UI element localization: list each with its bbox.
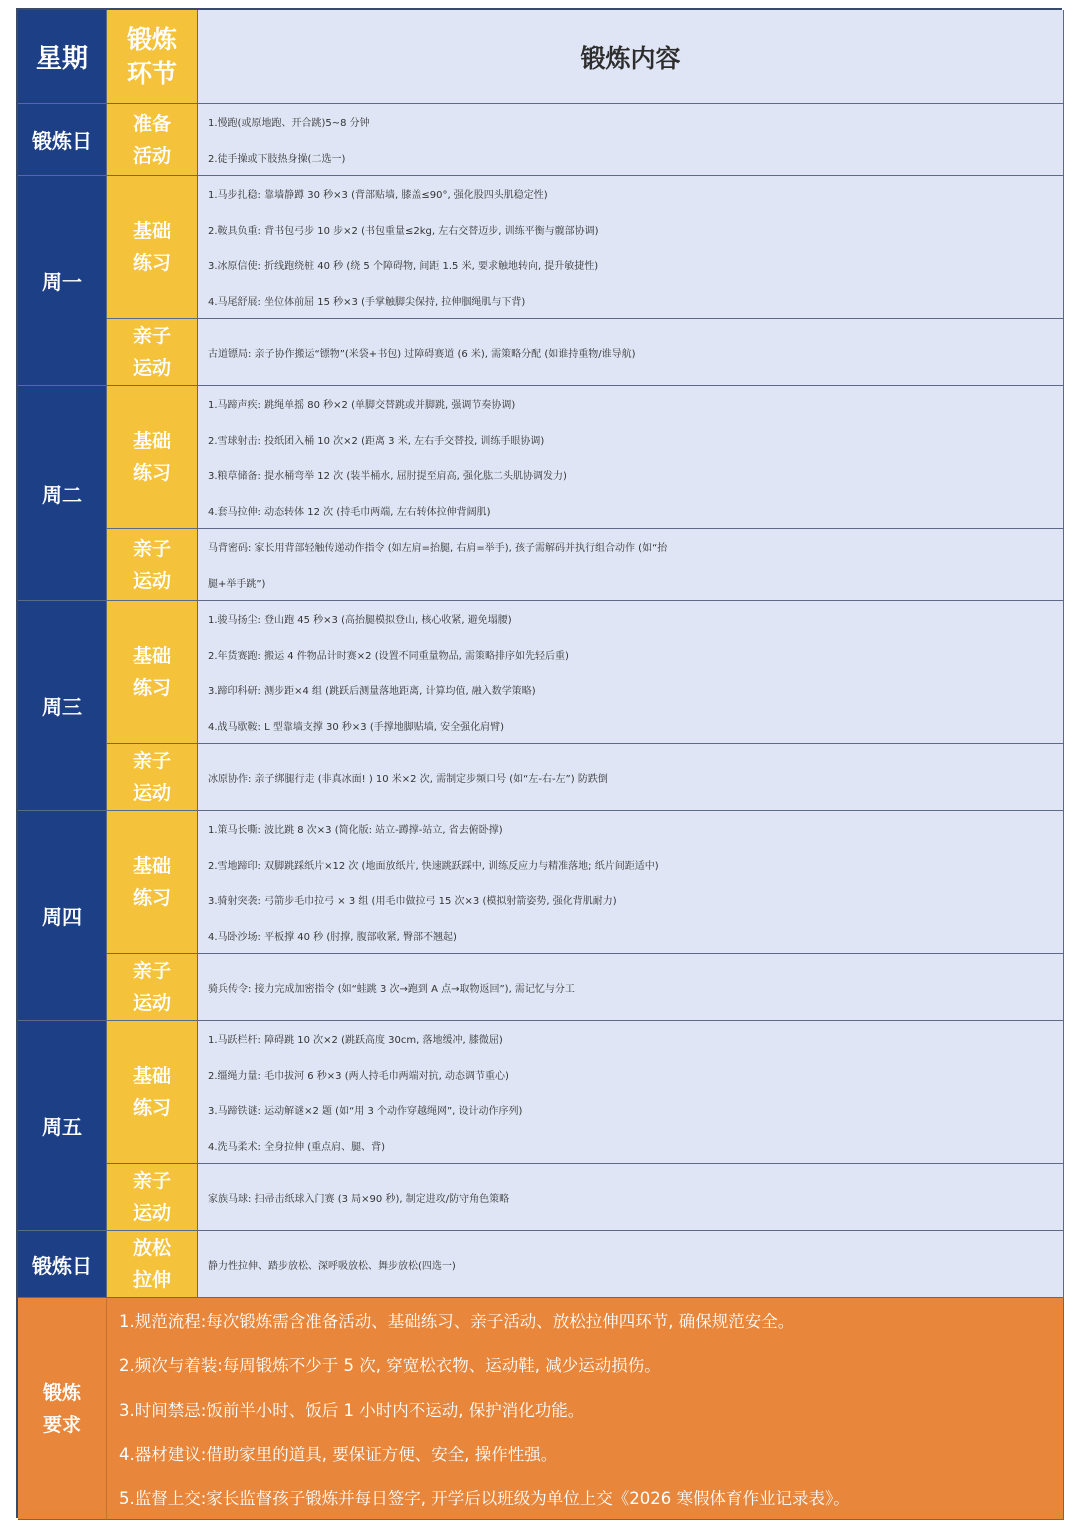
exercise-schedule-table (16, 8, 1062, 1518)
tuesday-family (198, 529, 1064, 601)
prep-section-line1: 准备 (132, 112, 171, 135)
exercise-line: 3.蹄印科研: 测步距×4 组 (跳跃后测量落地距离, 计算均值, 融入数学策略) (208, 686, 536, 698)
day-wednesday: 周三 (18, 601, 107, 811)
family-label-line1: 亲子 (132, 537, 171, 560)
basic-label-line2: 练习 (132, 252, 171, 274)
family-label (107, 529, 198, 601)
exercise-line: 1.马蹄声疾: 跳绳单摇 80 秒×2 (单脚交替跳或并脚跳, 强调节奏协调) (208, 400, 516, 412)
exercise-line: 1.骏马扬尘: 登山跑 45 秒×3 (高抬腿模拟登山, 核心收紧, 避免塌腰) (208, 615, 512, 627)
cool-section-line2: 拉伸 (132, 1269, 171, 1291)
prep-section-line2: 活动 (132, 144, 171, 167)
family-label-line2: 运动 (132, 782, 171, 804)
monday-family (198, 319, 1064, 386)
family-label-line2: 运动 (132, 992, 171, 1014)
day-tuesday: 周二 (18, 386, 107, 601)
cool-content (198, 1231, 1064, 1298)
basic-label-line1: 基础 (132, 220, 171, 242)
exercise-line: 3.粮草储备: 提水桶弯举 12 次 (装半桶水, 屈肘提至肩高, 强化肱二头肌协调发力) (208, 471, 567, 483)
requirements-content (107, 1298, 1064, 1520)
prep-line: 2.徒手操或下肢热身操(二选一) (208, 153, 346, 165)
exercise-line: 2.年货赛跑: 搬运 4 件物品计时赛×2 (设置不同重量物品, 需策略排序如先轻后重) (208, 650, 569, 662)
basic-label-line1: 基础 (132, 645, 171, 667)
basic-label-line2: 练习 (132, 1097, 171, 1119)
family-label-line1: 亲子 (132, 960, 171, 982)
exercise-line: 1.马跃栏杆: 障碍跳 10 次×2 (跳跃高度 30cm, 落地缓冲, 膝微屈) (208, 1035, 503, 1047)
exercise-line: 2.雪球射击: 投纸团入桶 10 次×2 (距离 3 米, 左右手交替投, 训练手眼协调) (208, 435, 545, 447)
basic-label-line1: 基础 (132, 855, 171, 877)
family-label-line1: 亲子 (132, 750, 171, 772)
family-label-line1: 亲子 (132, 1170, 171, 1192)
exercise-line: 1.马步扎稳: 靠墙静蹲 30 秒×3 (背部贴墙, 膝盖≤90°, 强化股四头肌稳定性) (208, 190, 548, 202)
thursday-family (198, 954, 1064, 1021)
basic-label (107, 386, 198, 529)
requirement-line: 2.频次与着装:每周锻炼不少于 5 次, 穿宽松衣物、运动鞋, 减少运动损伤。 (119, 1356, 661, 1376)
family-line: 腿+举手跳”) (208, 578, 266, 590)
exercise-line: 4.套马拉伸: 动态转体 12 次 (持毛巾两端, 左右转体拉伸背阔肌) (208, 506, 491, 518)
header-content: 锻炼内容 (198, 10, 1064, 104)
basic-label (107, 601, 198, 744)
prep-day: 锻炼日 (18, 104, 107, 176)
family-line: 马背密码: 家长用背部轻触传递动作指令 (如左肩=抬腿, 右肩=举手), 孩子需解码并执行组合动作 (如“抬 (208, 543, 668, 555)
cool-line: 静力性拉伸、踏步放松、深呼吸放松、舞步放松(四选一) (208, 1260, 456, 1272)
family-label-line1: 亲子 (132, 325, 171, 347)
exercise-line: 4.马卧沙场: 平板撑 40 秒 (肘撑, 腹部收紧, 臀部不翘起) (208, 931, 457, 943)
monday-basic (198, 176, 1064, 319)
requirement-line: 5.监督上交:家长监督孩子锻炼并每日签字, 开学后以班级为单位上交《2026 寒假体育作业记录表》。 (119, 1488, 850, 1508)
day-monday: 周一 (18, 176, 107, 386)
cool-day: 锻炼日 (18, 1231, 107, 1298)
basic-label (107, 1021, 198, 1164)
prep-section (107, 104, 198, 176)
exercise-line: 2.雪地蹄印: 双脚跳踩纸片×12 次 (地面放纸片, 快速跳跃踩中, 训练反应力与精准落地; 纸片间距适中) (208, 860, 659, 872)
exercise-line: 2.鞍具负重: 背书包弓步 10 步×2 (书包重量≤2kg, 左右交替迈步, 训练平衡与髋部协调) (208, 225, 599, 237)
basic-label-line2: 练习 (132, 677, 171, 699)
exercise-line: 3.冰原信使: 折线跑绕桩 40 秒 (绕 5 个障碍物, 间距 1.5 米, 要求触地转向, 提升敏捷性) (208, 261, 599, 273)
exercise-line: 3.马蹄铁谜: 运动解谜×2 题 (如“用 3 个动作穿越绳网”, 设计动作序列) (208, 1106, 523, 1118)
requirement-line: 4.器材建议:借助家里的道具, 要保证方便、安全, 操作性强。 (119, 1444, 558, 1464)
basic-label-line1: 基础 (132, 430, 171, 452)
family-line: 骑兵传令: 接力完成加密指令 (如“蛙跳 3 次→跑到 A 点→取物返回”), 需记忆与分工 (208, 983, 575, 995)
header-section-line1: 锻炼 (126, 24, 177, 54)
thursday-basic (198, 811, 1064, 954)
family-label-line2: 运动 (132, 357, 171, 379)
wednesday-basic (198, 601, 1064, 744)
tuesday-basic (198, 386, 1064, 529)
cool-section-line1: 放松 (132, 1237, 171, 1259)
requirements-label (18, 1298, 107, 1520)
prep-content (198, 104, 1064, 176)
family-label (107, 319, 198, 386)
friday-basic (198, 1021, 1064, 1164)
family-line: 冰原协作: 亲子绑腿行走 (非真冰面! ) 10 米×2 次, 需制定步频口号 (如“左-右-左”) 防跌倒 (208, 773, 608, 785)
exercise-line: 1.策马长嘶: 波比跳 8 次×3 (简化版: 站立-蹲撑-站立, 省去俯卧撑) (208, 825, 503, 837)
header-day: 星期 (18, 10, 107, 104)
exercise-line: 4.战马歇鞍: L 型靠墙支撑 30 秒×3 (手撑地脚贴墙, 安全强化肩臂) (208, 721, 505, 733)
family-label (107, 1164, 198, 1231)
requirements-label-line1: 锻炼 (42, 1381, 81, 1404)
header-section (107, 10, 198, 104)
cool-section (107, 1231, 198, 1298)
basic-label-line2: 练习 (132, 462, 171, 484)
exercise-line: 2.缰绳力量: 毛巾拔河 6 秒×3 (两人持毛巾两端对抗, 动态调节重心) (208, 1070, 509, 1082)
family-line: 古道镖局: 亲子协作搬运“镖物”(米袋+书包) 过障碍赛道 (6 米), 需策略分配 (如谁持重物/谁导航) (208, 348, 636, 360)
requirement-line: 1.规范流程:每次锻炼需含准备活动、基础练习、亲子活动、放松拉伸四环节, 确保规范安全。 (119, 1312, 795, 1332)
basic-label (107, 176, 198, 319)
wednesday-family (198, 744, 1064, 811)
header-section-line2: 环节 (126, 58, 177, 88)
basic-label-line1: 基础 (132, 1065, 171, 1087)
basic-label (107, 811, 198, 954)
day-friday: 周五 (18, 1021, 107, 1231)
day-thursday: 周四 (18, 811, 107, 1021)
family-label-line2: 运动 (132, 1202, 171, 1224)
exercise-line: 4.马尾舒展: 坐位体前屈 15 秒×3 (手掌触脚尖保持, 拉伸腘绳肌与下背) (208, 296, 526, 308)
family-label (107, 954, 198, 1021)
family-line: 家族马球: 扫帚击纸球入门赛 (3 局×90 秒), 制定进攻/防守角色策略 (208, 1193, 510, 1205)
requirement-line: 3.时间禁忌:饭前半小时、饭后 1 小时内不运动, 保护消化功能。 (119, 1400, 585, 1420)
family-label-line2: 运动 (132, 569, 171, 592)
family-label (107, 744, 198, 811)
exercise-line: 3.骑射突袭: 弓箭步毛巾拉弓 × 3 组 (用毛巾做拉弓 15 次×3 (模拟射箭姿势, 强化背肌耐力) (208, 896, 617, 908)
exercise-line: 4.洗马柔术: 全身拉伸 (重点肩、腿、背) (208, 1141, 386, 1153)
prep-line: 1.慢跑(或原地跑、开合跳)5~8 分钟 (208, 118, 370, 130)
basic-label-line2: 练习 (132, 887, 171, 909)
friday-family (198, 1164, 1064, 1231)
requirements-label-line2: 要求 (42, 1413, 81, 1436)
